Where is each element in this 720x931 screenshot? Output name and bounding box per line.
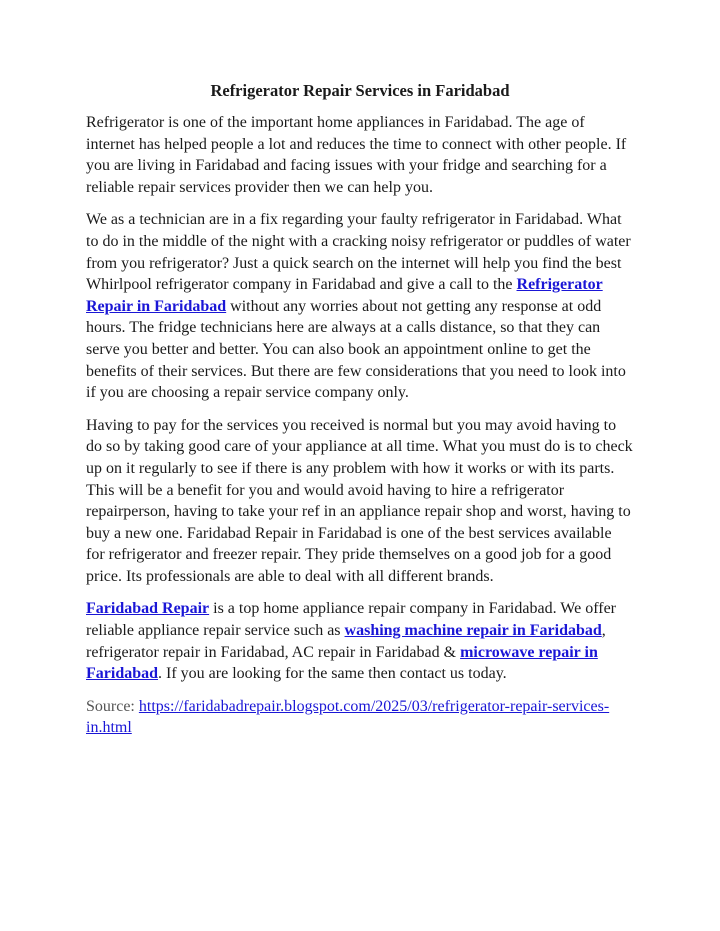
source-label: Source: bbox=[86, 697, 135, 715]
paragraph-text: is a top home appliance repair company in Faridabad. We offer reliable appliance repair service such as bbox=[86, 600, 616, 640]
paragraph-text: . If you are looking for the same then contact us today. bbox=[158, 665, 507, 683]
document-page bbox=[86, 80, 634, 750]
washing-machine-repair-link[interactable]: washing machine repair in Faridabad bbox=[344, 622, 602, 640]
paragraph-text: without any worries about not getting any response at odd hours. The fridge technicians here are always at a calls distance, so that they can serve you better and better. You can also book an appointment online to get the benefits of their services. But there are few considerations that you need to look into if you are choosing a repair service company only. bbox=[86, 297, 626, 402]
paragraph-technician bbox=[86, 209, 634, 403]
source-url-link[interactable]: https://faridabadrepair.blogspot.com/2025/03/refrigerator-repair-services-in.html bbox=[86, 697, 610, 737]
paragraph-text: We as a technician are in a fix regarding your faulty refrigerator in Faridabad. What to do in the middle of the night with a cracking noisy refrigerator or puddles of water from you refrigerator? Just a quick search on the internet will help you find the best Whirlpool refrigerator company in Faridabad and give a call to the bbox=[86, 211, 631, 294]
faridabad-repair-link[interactable]: Faridabad Repair bbox=[86, 600, 210, 618]
document-title: Refrigerator Repair Services in Faridabad bbox=[210, 81, 510, 100]
refrigerator-repair-link[interactable]: Refrigerator Repair in Faridabad bbox=[86, 276, 603, 315]
paragraph-maintenance: Having to pay for the services you received is normal but you may avoid having to do so by taking good care of your appliance at all time. What you must do is to check up on it regularly to see if there is any problem with how it works or with its parts. This will be a benefit for you and would avoid having to hire a refrigerator repairperson, having to take your ref in an appliance repair shop and worst, having to buy a new one. Faridabad Repair in Faridabad is one of the best services available for refrigerator and freezer repair. They pride themselves on a good job for a good price. Its professionals are able to deal with all different brands. bbox=[86, 416, 633, 585]
paragraph-company bbox=[86, 598, 634, 684]
source-line bbox=[86, 696, 634, 739]
paragraph-text: , refrigerator repair in Faridabad, AC repair in Faridabad & bbox=[86, 622, 606, 661]
paragraph-intro: Refrigerator is one of the important home appliances in Faridabad. The age of internet has helped people a lot and reduces the time to connect with other people. If you are living in Faridabad and facing issues with your fridge and searching for a reliable repair services provider then we can help you. bbox=[86, 114, 627, 196]
microwave-repair-link[interactable]: microwave repair in Faridabad bbox=[86, 643, 598, 683]
